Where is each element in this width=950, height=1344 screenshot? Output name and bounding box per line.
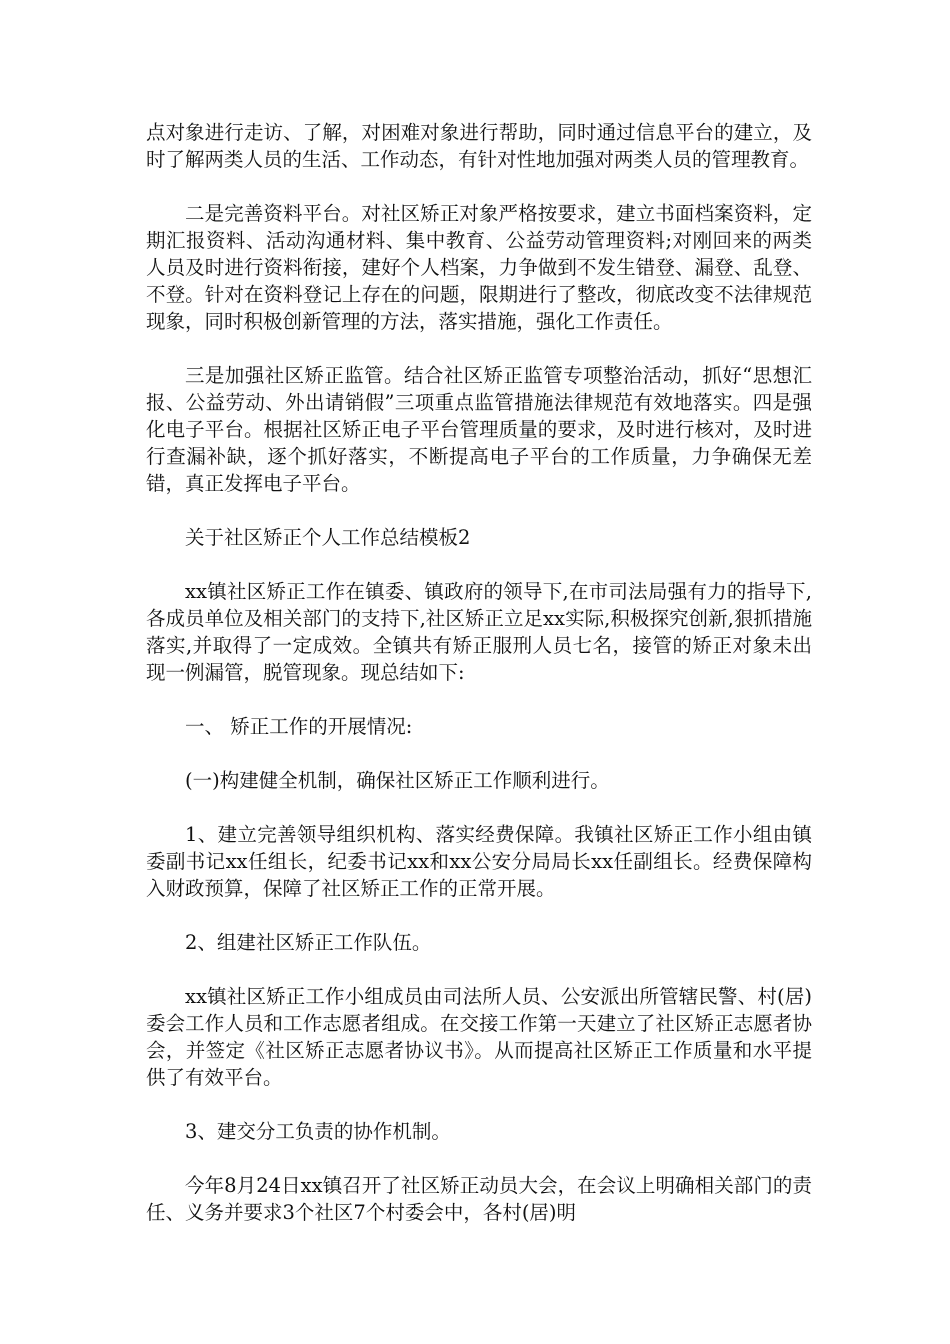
paragraph-point-2: xx镇社区矫正工作小组成员由司法所人员、公安派出所管辖民警、村(居)委会工作人员和工作志愿者组成。在交接工作第一天建立了社区矫正志愿者协会，并签定《社区矫正志愿者协议书》。从而提高社区矫正工作质量和水平提供了有效平台。: [146, 985, 812, 1089]
paragraph-point-3: 今年8月24日xx镇召开了社区矫正动员大会，在会议上明确相关部门的责任、义务并要求3个社区7个村委会中，各村(居)明: [146, 1174, 812, 1224]
paragraph-item-three: 三是加强社区矫正监管。结合社区矫正监管专项整治活动，抓好“思想汇报、公益劳动、外出请销假”三项重点监管措施法律规范有效地落实。四是强化电子平台。根据社区矫正电子平台管理质量的要求，及时进行核对，及时进行查漏补缺，逐个抓好落实，不断提高电子平台的工作质量，力争确保无差错，真正发挥电子平台。: [146, 364, 812, 495]
paragraph-intro: xx镇社区矫正工作在镇委、镇政府的领导下,在市司法局强有力的指导下,各成员单位及相关部门的支持下,社区矫正立足xx实际,积极探究创新,狠抓措施落实,并取得了一定成效。全镇共有矫正服刑人员七名，接管的矫正对象未出现一例漏管，脱管现象。现总结如下:: [146, 580, 812, 684]
paragraph-point-1: 1、建立完善领导组织机构、落实经费保障。我镇社区矫正工作小组由镇委副书记xx任组长，纪委书记xx和xx公安分局局长xx任副组长。经费保障构入财政预算，保障了社区矫正工作的正常开展。: [146, 823, 812, 900]
heading-level-2: (一)构建健全机制，确保社区矫正工作顺利进行。: [185, 769, 610, 792]
section-title: 关于社区矫正个人工作总结模板2: [185, 526, 471, 549]
paragraph-continuation: 点对象进行走访、了解，对困难对象进行帮助，同时通过信息平台的建立，及时了解两类人员的生活、工作动态，有针对性地加强对两类人员的管理教育。: [146, 121, 812, 171]
heading-level-1: 一、 矫正工作的开展情况:: [185, 715, 413, 738]
heading-point-3: 3、建交分工负责的协作机制。: [185, 1120, 451, 1143]
heading-point-2: 2、组建社区矫正工作队伍。: [185, 931, 432, 954]
paragraph-item-two: 二是完善资料平台。对社区矫正对象严格按要求，建立书面档案资料，定期汇报资料、活动沟通材料、集中教育、公益劳动管理资料;对刚回来的两类人员及时进行资料衔接，建好个人档案，力争做到不发生错登、漏登、乱登、不登。针对在资料登记上存在的问题，限期进行了整改，彻底改变不法律规范现象，同时积极创新管理的方法，落实措施，强化工作责任。: [146, 202, 812, 333]
document-body: [146, 119, 812, 1226]
